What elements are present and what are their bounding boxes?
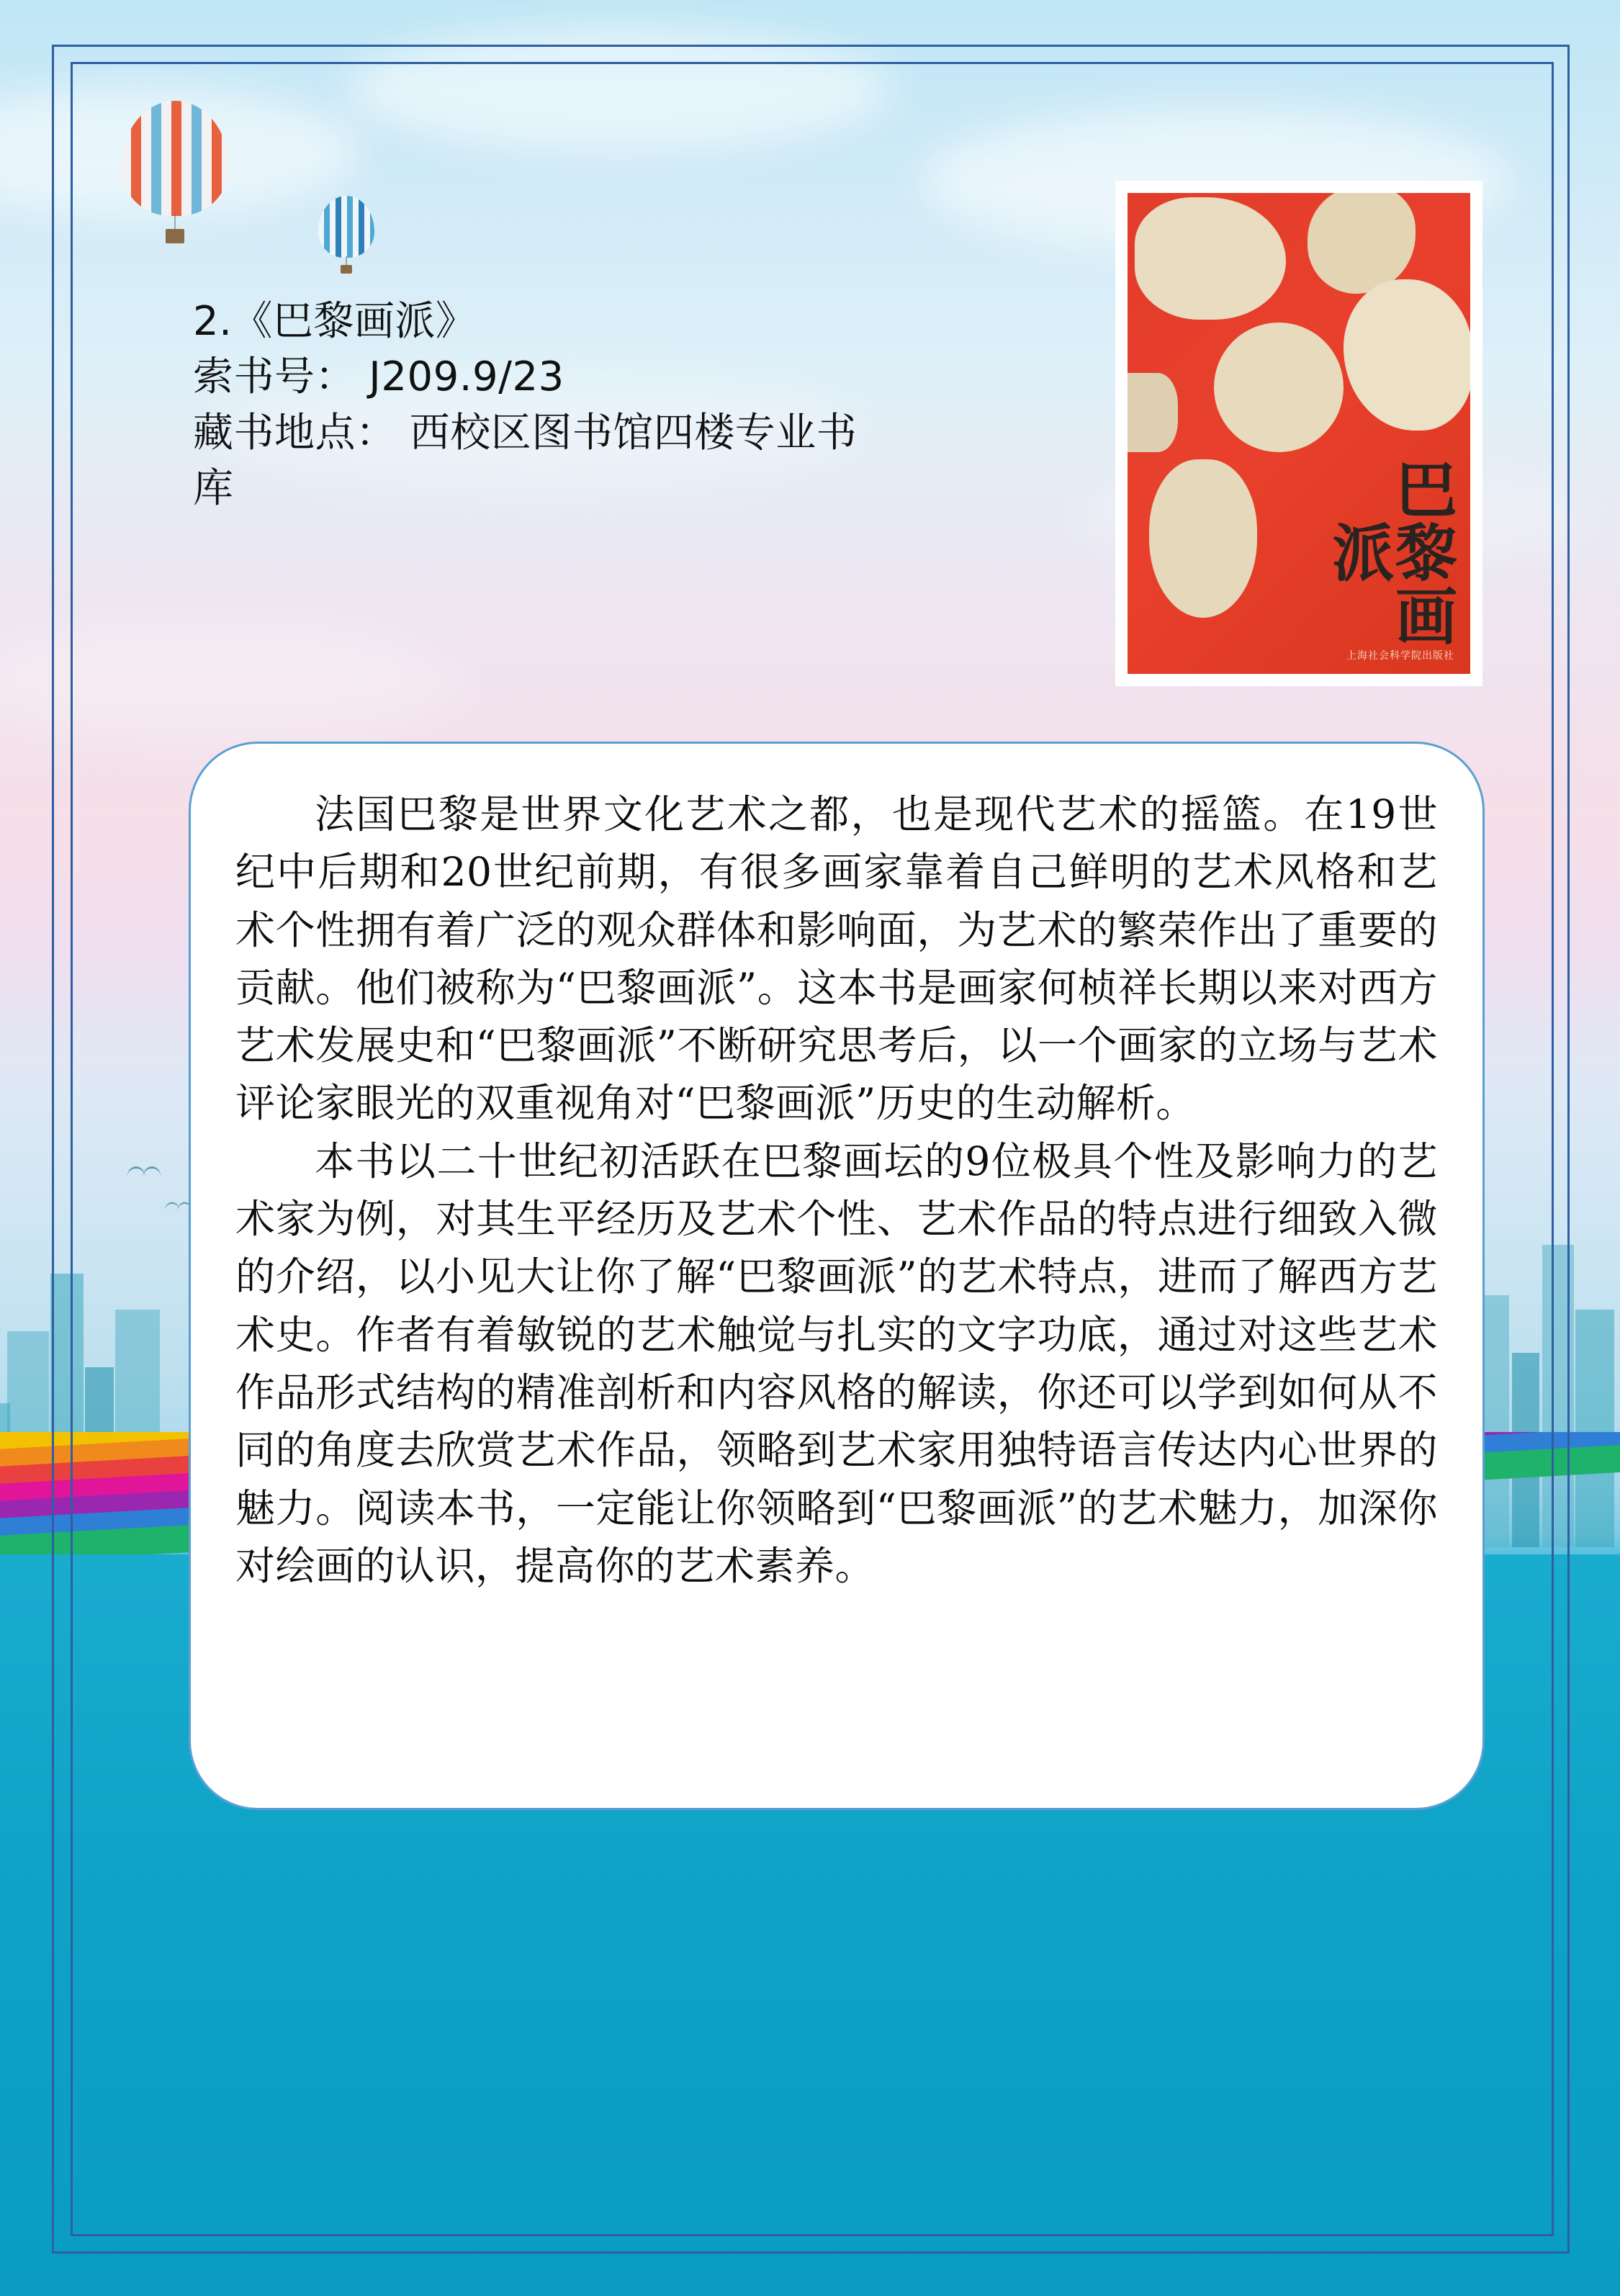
book-title-line: 2.《巴黎画派》 xyxy=(193,298,477,345)
book-heading xyxy=(193,294,1043,516)
description-card xyxy=(189,742,1485,1810)
book-cover-art xyxy=(1128,193,1470,674)
book-cover-photo xyxy=(1116,181,1482,685)
description-paragraph-1: 法国巴黎是世界文化艺术之都，也是现代艺术的摇篮。在19世纪中后期和20世纪前期，有很多画家靠着自己鲜明的艺术风格和艺术个性拥有着广泛的观众群体和影响面，为艺术的繁荣作出了重要的贡献。他们被称为“巴黎画派”。这本书是画家何桢祥长期以来对西方艺术发展史和“巴黎画派”不断研究思考后，以一个画家的立场与艺术评论家眼光的双重视角对“巴黎画派”历史的生动解析。 xyxy=(235,791,1438,1127)
book-cover-publisher: 上海社会科学院出版社 xyxy=(1346,649,1454,661)
hot-air-balloon-icon-small xyxy=(318,196,374,282)
hot-air-balloon-icon-large xyxy=(121,101,229,259)
book-cover-title: 巴黎画派 xyxy=(1321,457,1457,647)
call-number-line: 索书号： J209.9/23 xyxy=(193,354,564,401)
description-paragraph-2: 本书以二十世纪初活跃在巴黎画坛的9位极具个性及影响力的艺术家为例，对其生平经历及艺术个性、艺术作品的特点进行细致入微的介绍，以小见大让你了解“巴黎画派”的艺术特点，进而了解西方艺术史。作者有着敏锐的艺术触觉与扎实的文字功底，通过对这些艺术作品形式结构的精准剖析和内容风格的解读，你还可以学到如何从不同的角度去欣赏艺术作品，领略到艺术家用独特语言传达内心世界的魅力。阅读本书，一定能让你领略到“巴黎画派”的艺术魅力，加深你对绘画的认识，提高你的艺术素养。 xyxy=(235,1138,1438,1589)
location-line-cont: 库 xyxy=(193,464,234,512)
location-line: 藏书地点： 西校区图书馆四楼专业书 xyxy=(193,409,858,456)
